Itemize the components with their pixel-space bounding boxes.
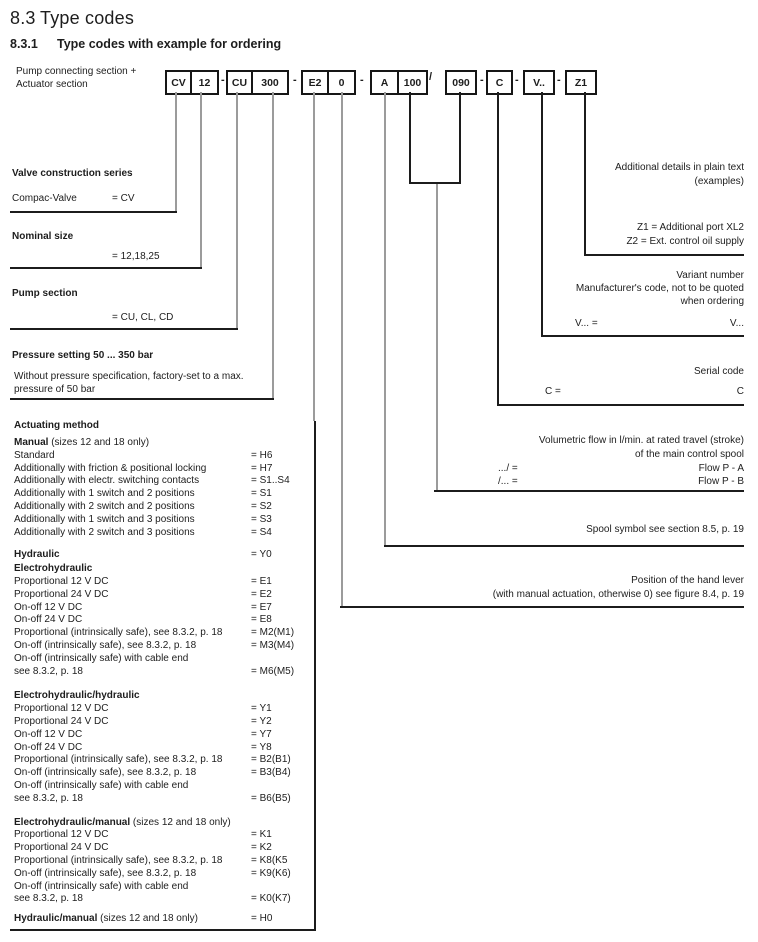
actuating-row (14, 793, 316, 806)
actuating-groups (14, 437, 316, 926)
subsection-heading (10, 37, 281, 51)
serial-eq-left: C = (545, 386, 561, 397)
row-label: Proportional (intrinsically safe), see 8.3.2, p. 18 (14, 627, 223, 639)
row-code: = H7 (251, 462, 273, 474)
connector-12-line (200, 92, 202, 268)
row-label: Proportional 12 V DC (14, 829, 109, 841)
actuating-row (14, 767, 316, 780)
section-number: 8.3 (10, 8, 36, 28)
rule-flow (434, 490, 744, 492)
actuating-row (14, 716, 316, 729)
actuating-block (14, 419, 316, 926)
row-code: = B6(B5) (251, 792, 291, 804)
row-label: On-off 12 V DC (14, 601, 83, 613)
actuating-row (14, 754, 316, 767)
actuating-row (14, 589, 316, 602)
row-code: = B3(B4) (251, 767, 291, 779)
actuating-row (14, 881, 316, 894)
flow-pa-left: .../ = (498, 463, 518, 474)
code-cell-12: 12 (190, 72, 217, 93)
row-label: On-off (intrinsically safe), see 8.3.2, p. 18 (14, 867, 197, 879)
rule-pressure (10, 398, 274, 400)
rule-additional-details (584, 254, 744, 256)
row-label: see 8.3.2, p. 18 (14, 665, 83, 677)
section-title: Type codes (40, 8, 135, 28)
connector-090-line (459, 92, 461, 184)
actuating-group (14, 690, 316, 805)
subsection-title: Type codes with example for ordering (57, 37, 282, 51)
group-heading-suffix: (sizes 12 and 18 only) (130, 816, 231, 828)
variant-line1: Variant number (676, 270, 744, 281)
group-heading (14, 563, 316, 576)
row-label: On-off (intrinsically safe) with cable end (14, 652, 189, 664)
row-code: = M2(M1) (251, 627, 295, 639)
group-heading (14, 690, 316, 703)
hand-lever-line1: Position of the hand lever (631, 575, 744, 586)
code-box-c (486, 70, 513, 95)
row-label: Additionally with electr. switching contacts (14, 475, 200, 487)
row-code: = H6 (251, 449, 273, 461)
code-box-a-100 (370, 70, 428, 95)
group-heading-suffix: (sizes 12 and 18 only) (97, 913, 198, 925)
row-code: = E8 (251, 614, 272, 626)
actuating-row (14, 614, 316, 627)
connector-flow-merged-line (436, 184, 438, 491)
row-code: = B2(B1) (251, 754, 291, 766)
rule-nominal-size (10, 267, 202, 269)
connector-cv-line (175, 92, 177, 212)
flow-line1: Volumetric flow in l/min. at rated travel (stroke) (538, 435, 744, 446)
actuating-group (14, 437, 316, 539)
row-code: = S4 (251, 526, 272, 538)
actuating-row (14, 666, 316, 679)
row-label: On-off (intrinsically safe), see 8.3.2, p. 18 (14, 639, 197, 651)
actuating-group (14, 817, 316, 907)
row-label: Proportional 24 V DC (14, 715, 109, 727)
code-cell-c: C (495, 76, 504, 89)
row-code: = Y7 (251, 728, 272, 740)
connector-v-line (541, 92, 543, 336)
group-heading-label: Electrohydraulic (14, 563, 93, 575)
actuating-row (14, 602, 316, 615)
pump-section-value: = CU, CL, CD (112, 312, 174, 323)
row-label: Standard (14, 449, 55, 461)
connector-a-line (384, 92, 386, 546)
row-code: = K1 (251, 829, 272, 841)
code-separator: - (360, 74, 364, 86)
row-label: Proportional 12 V DC (14, 703, 109, 715)
row-label: On-off 24 V DC (14, 614, 83, 626)
row-label: Additionally with 2 switch and 3 positions (14, 526, 195, 538)
flow-line2: of the main control spool (635, 449, 744, 460)
actuating-title: Actuating method (14, 420, 99, 431)
pump-section-title: Pump section (12, 288, 78, 299)
connector-z1-line (584, 92, 586, 255)
code-cell-e2: E2 (308, 76, 322, 89)
nominal-size-title: Nominal size (12, 231, 74, 242)
row-label: Proportional 24 V DC (14, 842, 109, 854)
pressure-note-line1: Without pressure specification, factory-set to a max. (14, 371, 244, 382)
code-box-e2-0 (301, 70, 356, 95)
valve-series-value: = CV (112, 193, 135, 204)
actuating-group (14, 913, 316, 926)
actuating-row (14, 703, 316, 716)
row-code: = Y8 (251, 741, 272, 753)
code-row-label-line2: Actuator section (16, 79, 88, 90)
row-code: = K2 (251, 842, 272, 854)
code-separator: - (221, 74, 225, 86)
additional-details-line1: Additional details in plain text (615, 162, 744, 173)
pressure-note-line2: pressure of 50 bar (14, 384, 96, 395)
group-heading-label: Manual (14, 437, 49, 448)
actuating-row (14, 829, 316, 842)
connector-e2-line (313, 92, 315, 421)
additional-details-line2: (examples) (694, 176, 744, 187)
row-code: = H0 (251, 913, 273, 925)
serial-eq-right: C (736, 386, 744, 397)
actuating-row (14, 475, 316, 488)
actuating-row (14, 514, 316, 527)
actuating-row (14, 527, 316, 540)
row-code: = E2 (251, 588, 272, 600)
connector-flow-merge-bar (409, 182, 461, 184)
row-label: see 8.3.2, p. 18 (14, 893, 83, 905)
code-separator: - (293, 74, 297, 86)
flow-pb-right: Flow P - B (698, 476, 744, 487)
code-cell-cv: CV (171, 76, 186, 89)
code-box-z1 (565, 70, 597, 95)
row-label: On-off 24 V DC (14, 741, 83, 753)
nominal-size-value: = 12,18,25 (112, 251, 160, 262)
code-separator: - (480, 74, 484, 86)
connector-c-line (497, 92, 499, 405)
row-code: = M3(M4) (251, 639, 295, 651)
rule-serial (497, 404, 744, 406)
actuating-row (14, 627, 316, 640)
rule-pump-section (10, 328, 238, 330)
pressure-title: Pressure setting 50 ... 350 bar (12, 350, 154, 361)
rule-variant (541, 335, 744, 337)
group-heading-label: Hydraulic/manual (14, 913, 98, 925)
code-cell-090: 090 (452, 76, 470, 89)
rule-spool (384, 545, 744, 547)
group-heading (14, 437, 316, 450)
row-label: Additionally with 1 switch and 3 positions (14, 513, 195, 525)
code-cell-cu: CU (231, 76, 248, 89)
connector-0-line (341, 92, 343, 607)
code-box-090 (445, 70, 477, 95)
row-label: Additionally with 1 switch and 2 positions (14, 488, 195, 500)
actuating-row (14, 780, 316, 793)
row-code: = S1..S4 (251, 475, 290, 487)
actuating-row (14, 450, 316, 463)
valve-series-label: Compac-Valve (12, 193, 77, 204)
actuating-row (14, 488, 316, 501)
row-code: = E7 (251, 601, 272, 613)
actuating-row (14, 842, 316, 855)
row-code: = K8(K5 (251, 854, 288, 866)
actuating-group (14, 563, 316, 678)
actuating-row (14, 576, 316, 589)
flow-pa-right: Flow P - A (698, 463, 744, 474)
row-label: Proportional 12 V DC (14, 575, 109, 587)
code-cell-100: 100 (397, 72, 426, 93)
group-heading-label: Electrohydraulic/hydraulic (14, 690, 140, 702)
row-label: Additionally with friction & positional locking (14, 462, 207, 474)
code-box-v (523, 70, 555, 95)
rule-actuating-bottom (10, 929, 316, 931)
group-heading (14, 817, 316, 830)
code-separator: - (515, 74, 519, 86)
group-heading-label: Electrohydraulic/manual (14, 816, 131, 828)
connector-300-line (272, 92, 274, 399)
rule-valve-series (10, 211, 177, 213)
valve-series-title: Valve construction series (12, 168, 133, 179)
actuating-row (14, 729, 316, 742)
row-label: Proportional (intrinsically safe), see 8.3.2, p. 18 (14, 854, 223, 866)
code-separator-slash: / (429, 71, 433, 83)
section-heading (10, 8, 134, 29)
code-cell-z1: Z1 (574, 76, 588, 89)
row-code: = S2 (251, 500, 272, 512)
code-cell-a: A (380, 76, 389, 89)
code-cell-0: 0 (327, 72, 354, 93)
connector-100-line (409, 92, 411, 184)
variant-eq-left: V... = (575, 318, 598, 329)
group-heading (14, 913, 316, 926)
flow-pb-left: /... = (498, 476, 518, 487)
row-code: = K0(K7) (251, 893, 291, 905)
actuating-row (14, 640, 316, 653)
code-cell-300: 300 (251, 72, 287, 93)
additional-details-example2: Z2 = Ext. control oil supply (626, 236, 744, 247)
rule-hand-lever (340, 606, 744, 608)
row-label: On-off 12 V DC (14, 728, 83, 740)
row-label: On-off (intrinsically safe) with cable end (14, 779, 189, 791)
code-cell-v: V.. (533, 76, 545, 89)
variant-eq-right: V... (729, 318, 744, 329)
row-label: Additionally with 2 switch and 2 positions (14, 500, 195, 512)
row-label: Proportional (intrinsically safe), see 8.3.2, p. 18 (14, 754, 223, 766)
group-heading-label: Hydraulic (14, 549, 60, 561)
actuating-row (14, 463, 316, 476)
group-heading (14, 549, 316, 562)
row-code: = K9(K6) (251, 867, 291, 879)
subsection-number: 8.3.1 (10, 37, 38, 51)
hand-lever-line2: (with manual actuation, otherwise 0) see figure 8.4, p. 19 (492, 589, 744, 600)
row-label: Proportional 24 V DC (14, 588, 109, 600)
row-label: see 8.3.2, p. 18 (14, 792, 83, 804)
row-code: = Y2 (251, 715, 272, 727)
row-code: = M6(M5) (251, 665, 295, 677)
serial-title: Serial code (693, 366, 744, 377)
row-label: On-off (intrinsically safe), see 8.3.2, p. 18 (14, 767, 197, 779)
row-code: = Y0 (251, 549, 272, 561)
row-code: = S3 (251, 513, 272, 525)
actuating-row (14, 501, 316, 514)
actuating-row (14, 742, 316, 755)
row-code: = E1 (251, 575, 272, 587)
actuating-row (14, 868, 316, 881)
row-code: = S1 (251, 488, 272, 500)
code-row-label-line1: Pump connecting section + (16, 66, 137, 77)
variant-line2: Manufacturer's code, not to be quoted (575, 283, 744, 294)
variant-line3: when ordering (680, 296, 744, 307)
actuating-row (14, 893, 316, 906)
code-separator: - (557, 74, 561, 86)
code-box-cv-12 (165, 70, 219, 95)
connector-cu-line (236, 92, 238, 329)
actuating-group (14, 549, 316, 562)
group-heading-suffix: (sizes 12 and 18 only) (48, 437, 150, 448)
actuating-row (14, 855, 316, 868)
actuating-row (14, 653, 316, 666)
additional-details-example1: Z1 = Additional port XL2 (636, 222, 744, 233)
row-code: = Y1 (251, 703, 272, 715)
row-label: On-off (intrinsically safe) with cable end (14, 880, 189, 892)
spool-note: Spool symbol see section 8.5, p. 19 (586, 524, 744, 535)
